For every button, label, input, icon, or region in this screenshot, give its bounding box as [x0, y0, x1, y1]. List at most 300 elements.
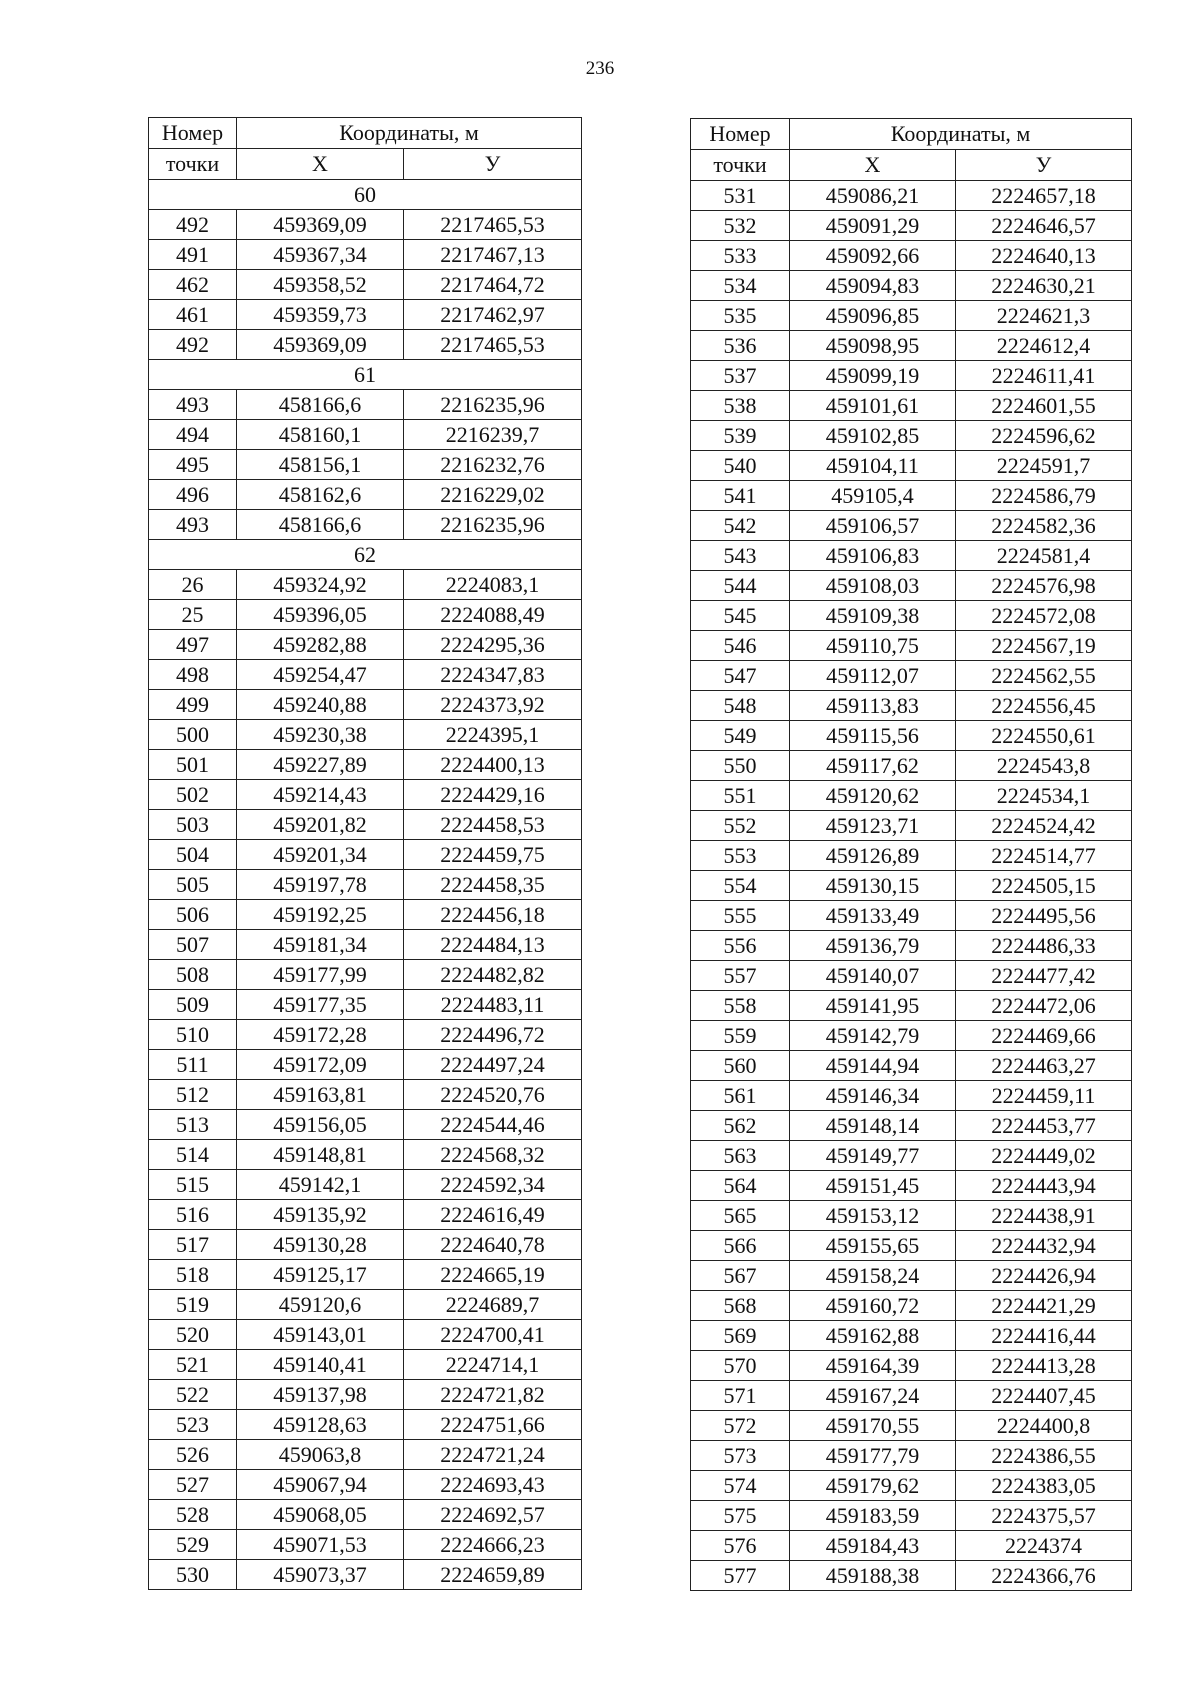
x-coordinate-cell: 459098,95 — [790, 331, 956, 361]
point-number-cell: 522 — [149, 1380, 237, 1410]
table-row — [691, 1081, 1132, 1111]
x-coordinate-cell: 459143,01 — [237, 1320, 404, 1350]
table-row — [149, 900, 582, 930]
table-row — [691, 961, 1132, 991]
point-number-cell: 492 — [149, 210, 237, 240]
point-number-cell: 575 — [691, 1501, 790, 1531]
x-coordinate-cell: 459094,83 — [790, 271, 956, 301]
x-coordinate-cell: 459155,65 — [790, 1231, 956, 1261]
table-row — [691, 1381, 1132, 1411]
y-coordinate-cell: 2224477,42 — [956, 961, 1132, 991]
table-row — [691, 691, 1132, 721]
section-row — [149, 180, 582, 210]
y-coordinate-cell: 2224657,18 — [956, 181, 1132, 211]
x-coordinate-cell: 459125,17 — [237, 1260, 404, 1290]
y-coordinate-cell: 2224524,42 — [956, 811, 1132, 841]
y-coordinate-cell: 2224505,15 — [956, 871, 1132, 901]
y-coordinate-cell: 2224413,28 — [956, 1351, 1132, 1381]
point-number-cell: 25 — [149, 600, 237, 630]
table-row — [691, 571, 1132, 601]
point-number-cell: 531 — [691, 181, 790, 211]
y-coordinate-cell: 2224659,89 — [404, 1560, 582, 1590]
table-row — [691, 1201, 1132, 1231]
point-number-cell: 553 — [691, 841, 790, 871]
point-number-cell: 574 — [691, 1471, 790, 1501]
y-coordinate-cell: 2224443,94 — [956, 1171, 1132, 1201]
table-row — [691, 1321, 1132, 1351]
table-row — [149, 1260, 582, 1290]
table-subheader-row — [149, 149, 582, 180]
point-number-cell: 511 — [149, 1050, 237, 1080]
x-coordinate-cell: 459146,34 — [790, 1081, 956, 1111]
x-coordinate-cell: 459101,61 — [790, 391, 956, 421]
y-coordinate-cell: 2224514,77 — [956, 841, 1132, 871]
point-number-cell: 562 — [691, 1111, 790, 1141]
point-number-cell: 552 — [691, 811, 790, 841]
point-number-cell: 527 — [149, 1470, 237, 1500]
y-coordinate-cell: 2224456,18 — [404, 900, 582, 930]
y-coordinate-cell: 2224612,4 — [956, 331, 1132, 361]
table-row — [691, 481, 1132, 511]
table-row — [691, 271, 1132, 301]
x-coordinate-cell: 459144,94 — [790, 1051, 956, 1081]
table-row — [691, 1141, 1132, 1171]
x-coordinate-cell: 459201,82 — [237, 810, 404, 840]
point-number-cell: 541 — [691, 481, 790, 511]
y-coordinate-cell: 2224482,82 — [404, 960, 582, 990]
x-coordinate-cell: 459135,92 — [237, 1200, 404, 1230]
x-coordinate-cell: 458160,1 — [237, 420, 404, 450]
table-row — [149, 1380, 582, 1410]
point-number-cell: 534 — [691, 271, 790, 301]
table-row — [691, 1021, 1132, 1051]
x-coordinate-cell: 459086,21 — [790, 181, 956, 211]
x-coordinate-cell: 459184,43 — [790, 1531, 956, 1561]
x-coordinate-cell: 459197,78 — [237, 870, 404, 900]
x-coordinate-cell: 459188,38 — [790, 1561, 956, 1591]
x-coordinate-cell: 459130,28 — [237, 1230, 404, 1260]
x-coordinate-cell: 459112,07 — [790, 661, 956, 691]
table-row — [691, 721, 1132, 751]
point-number-cell: 563 — [691, 1141, 790, 1171]
y-coordinate-cell: 2224463,27 — [956, 1051, 1132, 1081]
table-row — [149, 1170, 582, 1200]
table-row — [149, 480, 582, 510]
x-coordinate-cell: 459141,95 — [790, 991, 956, 1021]
x-coordinate-cell: 459073,37 — [237, 1560, 404, 1590]
y-coordinate-cell: 2224596,62 — [956, 421, 1132, 451]
y-coordinate-cell: 2224621,3 — [956, 301, 1132, 331]
y-header: У — [956, 150, 1132, 181]
x-coordinate-cell: 459104,11 — [790, 451, 956, 481]
point-number-cell: 536 — [691, 331, 790, 361]
x-coordinate-cell: 459156,05 — [237, 1110, 404, 1140]
x-coordinate-cell: 459164,39 — [790, 1351, 956, 1381]
point-number-cell: 26 — [149, 570, 237, 600]
y-coordinate-cell: 2224426,94 — [956, 1261, 1132, 1291]
y-coordinate-cell: 2224459,11 — [956, 1081, 1132, 1111]
y-coordinate-cell: 2224556,45 — [956, 691, 1132, 721]
x-coordinate-cell: 459117,62 — [790, 751, 956, 781]
point-number-cell: 547 — [691, 661, 790, 691]
x-coordinate-cell: 459324,92 — [237, 570, 404, 600]
table-row — [149, 660, 582, 690]
y-coordinate-cell: 2224520,76 — [404, 1080, 582, 1110]
y-coordinate-cell: 2216229,02 — [404, 480, 582, 510]
point-number-cell: 521 — [149, 1350, 237, 1380]
y-coordinate-cell: 2224472,06 — [956, 991, 1132, 1021]
x-coordinate-cell: 459158,24 — [790, 1261, 956, 1291]
y-coordinate-cell: 2224429,16 — [404, 780, 582, 810]
point-number-cell: 516 — [149, 1200, 237, 1230]
x-coordinate-cell: 459177,99 — [237, 960, 404, 990]
point-number-header-bottom: точки — [149, 149, 237, 180]
y-coordinate-cell: 2216232,76 — [404, 450, 582, 480]
point-number-header-bottom: точки — [691, 150, 790, 181]
x-coordinate-cell: 459128,63 — [237, 1410, 404, 1440]
x-header: X — [790, 150, 956, 181]
table-row — [691, 601, 1132, 631]
table-row — [149, 840, 582, 870]
point-number-cell: 564 — [691, 1171, 790, 1201]
y-coordinate-cell: 2224721,82 — [404, 1380, 582, 1410]
table-row — [691, 1111, 1132, 1141]
x-coordinate-cell: 459179,62 — [790, 1471, 956, 1501]
table-row — [691, 361, 1132, 391]
section-label: 62 — [149, 540, 582, 570]
table-row — [149, 1020, 582, 1050]
y-coordinate-cell: 2224582,36 — [956, 511, 1132, 541]
table-row — [149, 720, 582, 750]
table-row — [149, 1530, 582, 1560]
table-row — [149, 1200, 582, 1230]
y-coordinate-cell: 2224544,46 — [404, 1110, 582, 1140]
table-row — [691, 1261, 1132, 1291]
point-number-cell: 572 — [691, 1411, 790, 1441]
table-row — [149, 1290, 582, 1320]
y-coordinate-cell: 2224581,4 — [956, 541, 1132, 571]
x-coordinate-cell: 459092,66 — [790, 241, 956, 271]
y-coordinate-cell: 2217467,13 — [404, 240, 582, 270]
y-coordinate-cell: 2217465,53 — [404, 330, 582, 360]
point-number-cell: 551 — [691, 781, 790, 811]
table-row — [149, 1350, 582, 1380]
y-coordinate-cell: 2224496,72 — [404, 1020, 582, 1050]
x-coordinate-cell: 459177,35 — [237, 990, 404, 1020]
y-coordinate-cell: 2224714,1 — [404, 1350, 582, 1380]
table-row — [149, 450, 582, 480]
y-coordinate-cell: 2224550,61 — [956, 721, 1132, 751]
point-number-cell: 558 — [691, 991, 790, 1021]
y-coordinate-cell: 2224407,45 — [956, 1381, 1132, 1411]
y-coordinate-cell: 2224543,8 — [956, 751, 1132, 781]
table-row — [691, 1411, 1132, 1441]
y-coordinate-cell: 2224088,49 — [404, 600, 582, 630]
x-coordinate-cell: 459106,83 — [790, 541, 956, 571]
y-coordinate-cell: 2224572,08 — [956, 601, 1132, 631]
x-coordinate-cell: 459108,03 — [790, 571, 956, 601]
x-coordinate-cell: 459130,15 — [790, 871, 956, 901]
point-number-cell: 493 — [149, 390, 237, 420]
table-row — [149, 240, 582, 270]
table-row — [691, 871, 1132, 901]
table-row — [691, 211, 1132, 241]
x-coordinate-cell: 458166,6 — [237, 390, 404, 420]
y-coordinate-cell: 2224751,66 — [404, 1410, 582, 1440]
table-row — [691, 1291, 1132, 1321]
x-coordinate-cell: 459113,83 — [790, 691, 956, 721]
point-number-cell: 515 — [149, 1170, 237, 1200]
point-number-cell: 556 — [691, 931, 790, 961]
table-row — [149, 270, 582, 300]
point-number-cell: 462 — [149, 270, 237, 300]
y-coordinate-cell: 2224700,41 — [404, 1320, 582, 1350]
point-number-cell: 577 — [691, 1561, 790, 1591]
x-coordinate-cell: 459140,07 — [790, 961, 956, 991]
y-coordinate-cell: 2224469,66 — [956, 1021, 1132, 1051]
y-coordinate-cell: 2224483,11 — [404, 990, 582, 1020]
table-row — [149, 210, 582, 240]
table-row — [149, 1230, 582, 1260]
point-number-cell: 566 — [691, 1231, 790, 1261]
y-coordinate-cell: 2224693,43 — [404, 1470, 582, 1500]
table-row — [149, 1320, 582, 1350]
point-number-cell: 571 — [691, 1381, 790, 1411]
point-number-cell: 559 — [691, 1021, 790, 1051]
table-row — [149, 930, 582, 960]
table-header-row — [691, 119, 1132, 150]
x-coordinate-cell: 459123,71 — [790, 811, 956, 841]
point-number-cell: 509 — [149, 990, 237, 1020]
y-coordinate-cell: 2224591,7 — [956, 451, 1132, 481]
x-coordinate-cell: 459106,57 — [790, 511, 956, 541]
y-coordinate-cell: 2224484,13 — [404, 930, 582, 960]
y-coordinate-cell: 2224497,24 — [404, 1050, 582, 1080]
table-row — [149, 1440, 582, 1470]
table-row — [149, 870, 582, 900]
x-coordinate-cell: 459396,05 — [237, 600, 404, 630]
x-coordinate-cell: 459120,6 — [237, 1290, 404, 1320]
x-coordinate-cell: 459142,79 — [790, 1021, 956, 1051]
table-row — [149, 1050, 582, 1080]
point-number-header-top: Номер — [691, 119, 790, 150]
section-label: 60 — [149, 180, 582, 210]
point-number-cell: 512 — [149, 1080, 237, 1110]
point-number-cell: 495 — [149, 450, 237, 480]
table-row — [149, 510, 582, 540]
x-coordinate-cell: 459149,77 — [790, 1141, 956, 1171]
x-coordinate-cell: 459115,56 — [790, 721, 956, 751]
y-coordinate-cell: 2224400,13 — [404, 750, 582, 780]
x-coordinate-cell: 459367,34 — [237, 240, 404, 270]
y-coordinate-cell: 2224616,49 — [404, 1200, 582, 1230]
table-row — [149, 690, 582, 720]
point-number-cell: 518 — [149, 1260, 237, 1290]
y-coordinate-cell: 2224459,75 — [404, 840, 582, 870]
point-number-header-top: Номер — [149, 118, 237, 149]
point-number-cell: 538 — [691, 391, 790, 421]
table-row — [149, 750, 582, 780]
point-number-cell: 576 — [691, 1531, 790, 1561]
point-number-cell: 543 — [691, 541, 790, 571]
x-coordinate-cell: 459369,09 — [237, 330, 404, 360]
y-coordinate-cell: 2224453,77 — [956, 1111, 1132, 1141]
point-number-cell: 533 — [691, 241, 790, 271]
table-row — [691, 421, 1132, 451]
x-coordinate-cell: 459137,98 — [237, 1380, 404, 1410]
point-number-cell: 526 — [149, 1440, 237, 1470]
point-number-cell: 491 — [149, 240, 237, 270]
y-coordinate-cell: 2224438,91 — [956, 1201, 1132, 1231]
y-coordinate-cell: 2217465,53 — [404, 210, 582, 240]
table-header-row — [149, 118, 582, 149]
x-coordinate-cell: 459230,38 — [237, 720, 404, 750]
x-coordinate-cell: 459133,49 — [790, 901, 956, 931]
y-coordinate-cell: 2224611,41 — [956, 361, 1132, 391]
table-row — [691, 631, 1132, 661]
coordinates-table-right — [690, 118, 1132, 1591]
x-coordinate-cell: 459177,79 — [790, 1441, 956, 1471]
point-number-cell: 561 — [691, 1081, 790, 1111]
x-coordinate-cell: 459099,19 — [790, 361, 956, 391]
table-row — [691, 1351, 1132, 1381]
table-row — [149, 1560, 582, 1590]
x-coordinate-cell: 459120,62 — [790, 781, 956, 811]
x-coordinate-cell: 458166,6 — [237, 510, 404, 540]
table-row — [691, 991, 1132, 1021]
point-number-cell: 510 — [149, 1020, 237, 1050]
table-row — [691, 901, 1132, 931]
table-row — [691, 811, 1132, 841]
point-number-cell: 517 — [149, 1230, 237, 1260]
point-number-cell: 506 — [149, 900, 237, 930]
x-coordinate-cell: 459068,05 — [237, 1500, 404, 1530]
table-row — [691, 1231, 1132, 1261]
y-coordinate-cell: 2224421,29 — [956, 1291, 1132, 1321]
point-number-cell: 529 — [149, 1530, 237, 1560]
point-number-cell: 560 — [691, 1051, 790, 1081]
coordinates-header: Координаты, м — [790, 119, 1132, 150]
y-coordinate-cell: 2224373,92 — [404, 690, 582, 720]
point-number-cell: 499 — [149, 690, 237, 720]
y-coordinate-cell: 2224495,56 — [956, 901, 1132, 931]
point-number-cell: 537 — [691, 361, 790, 391]
x-coordinate-cell: 459160,72 — [790, 1291, 956, 1321]
y-coordinate-cell: 2217462,97 — [404, 300, 582, 330]
x-coordinate-cell: 458156,1 — [237, 450, 404, 480]
y-coordinate-cell: 2224586,79 — [956, 481, 1132, 511]
x-coordinate-cell: 459172,28 — [237, 1020, 404, 1050]
point-number-cell: 496 — [149, 480, 237, 510]
table-row — [149, 990, 582, 1020]
point-number-cell: 573 — [691, 1441, 790, 1471]
table-subheader-row — [691, 150, 1132, 181]
point-number-cell: 539 — [691, 421, 790, 451]
coordinates-header: Координаты, м — [237, 118, 582, 149]
table-row — [691, 841, 1132, 871]
point-number-cell: 505 — [149, 870, 237, 900]
x-coordinate-cell: 459105,4 — [790, 481, 956, 511]
x-coordinate-cell: 459067,94 — [237, 1470, 404, 1500]
x-coordinate-cell: 459369,09 — [237, 210, 404, 240]
y-coordinate-cell: 2224458,53 — [404, 810, 582, 840]
x-coordinate-cell: 459102,85 — [790, 421, 956, 451]
x-coordinate-cell: 459153,12 — [790, 1201, 956, 1231]
point-number-cell: 497 — [149, 630, 237, 660]
x-coordinate-cell: 458162,6 — [237, 480, 404, 510]
point-number-cell: 546 — [691, 631, 790, 661]
point-number-cell: 569 — [691, 1321, 790, 1351]
y-coordinate-cell: 2224568,32 — [404, 1140, 582, 1170]
point-number-cell: 503 — [149, 810, 237, 840]
point-number-cell: 532 — [691, 211, 790, 241]
point-number-cell: 570 — [691, 1351, 790, 1381]
table-row — [149, 1500, 582, 1530]
x-coordinate-cell: 459181,34 — [237, 930, 404, 960]
point-number-cell: 548 — [691, 691, 790, 721]
x-coordinate-cell: 459148,81 — [237, 1140, 404, 1170]
x-coordinate-cell: 459282,88 — [237, 630, 404, 660]
table-row — [149, 630, 582, 660]
table-row — [691, 511, 1132, 541]
y-coordinate-cell: 2217464,72 — [404, 270, 582, 300]
table-row — [691, 1051, 1132, 1081]
point-number-cell: 565 — [691, 1201, 790, 1231]
y-coordinate-cell: 2216239,7 — [404, 420, 582, 450]
y-coordinate-cell: 2224083,1 — [404, 570, 582, 600]
x-coordinate-cell: 459167,24 — [790, 1381, 956, 1411]
y-coordinate-cell: 2224449,02 — [956, 1141, 1132, 1171]
table-row — [691, 331, 1132, 361]
point-number-cell: 549 — [691, 721, 790, 751]
point-number-cell: 502 — [149, 780, 237, 810]
section-row — [149, 360, 582, 390]
point-number-cell: 519 — [149, 1290, 237, 1320]
table-row — [691, 781, 1132, 811]
x-coordinate-cell: 459140,41 — [237, 1350, 404, 1380]
point-number-cell: 540 — [691, 451, 790, 481]
table-row — [149, 570, 582, 600]
y-coordinate-cell: 2224534,1 — [956, 781, 1132, 811]
x-header: X — [237, 149, 404, 180]
y-coordinate-cell: 2224295,36 — [404, 630, 582, 660]
x-coordinate-cell: 459110,75 — [790, 631, 956, 661]
point-number-cell: 504 — [149, 840, 237, 870]
table-row — [149, 1140, 582, 1170]
x-coordinate-cell: 459240,88 — [237, 690, 404, 720]
y-coordinate-cell: 2224640,13 — [956, 241, 1132, 271]
y-coordinate-cell: 2224567,19 — [956, 631, 1132, 661]
y-coordinate-cell: 2224640,78 — [404, 1230, 582, 1260]
y-coordinate-cell: 2224630,21 — [956, 271, 1132, 301]
y-coordinate-cell: 2216235,96 — [404, 510, 582, 540]
x-coordinate-cell: 459063,8 — [237, 1440, 404, 1470]
point-number-cell: 557 — [691, 961, 790, 991]
table-row — [149, 810, 582, 840]
y-coordinate-cell: 2224375,57 — [956, 1501, 1132, 1531]
x-coordinate-cell: 459126,89 — [790, 841, 956, 871]
x-coordinate-cell: 459071,53 — [237, 1530, 404, 1560]
point-number-cell: 494 — [149, 420, 237, 450]
y-coordinate-cell: 2224666,23 — [404, 1530, 582, 1560]
table-row — [691, 1471, 1132, 1501]
y-coordinate-cell: 2224721,24 — [404, 1440, 582, 1470]
x-coordinate-cell: 459091,29 — [790, 211, 956, 241]
point-number-cell: 520 — [149, 1320, 237, 1350]
y-coordinate-cell: 2224400,8 — [956, 1411, 1132, 1441]
section-label: 61 — [149, 360, 582, 390]
y-coordinate-cell: 2224592,34 — [404, 1170, 582, 1200]
